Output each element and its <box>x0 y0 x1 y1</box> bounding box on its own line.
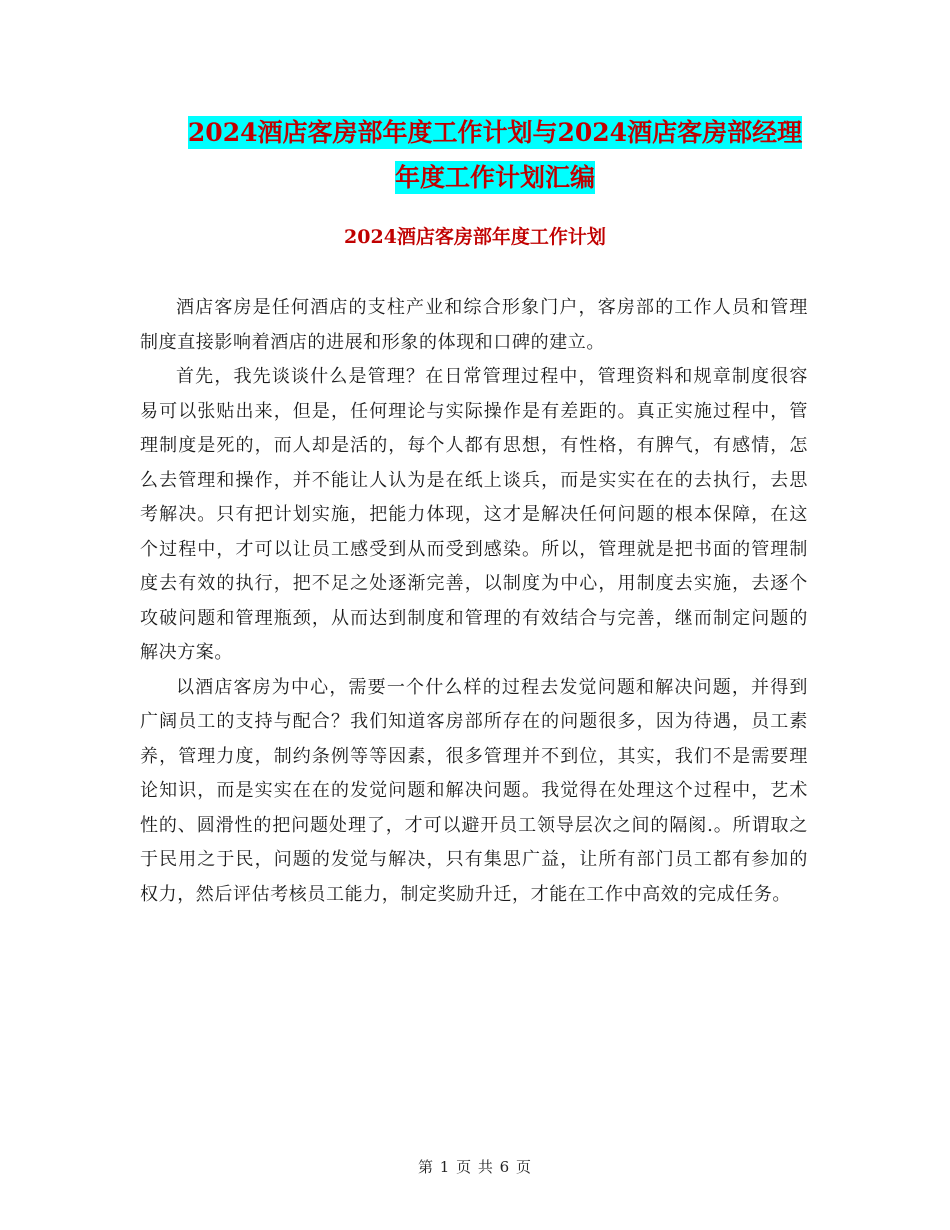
document-title-line-2: 年度工作计划汇编 <box>394 163 595 192</box>
body-text <box>140 291 808 912</box>
page-footer: 第 1 页 共 6 页 <box>418 1158 532 1176</box>
paragraph: 以酒店客房为中心，需要一个什么样的过程去发觉问题和解决问题，并得到广阔员工的支持与配合？我们知道客房部所存在的问题很多，因为待遇，员工素养，管理力度，制约条例等等因素，很多管理并不到位，其实，我们不是需要理论知识，而是实实在在的发觉问题和解决问题。我觉得在处理这个过程中，艺术性的、圆滑性的把问题处理了，才可以避开员工领导层次之间的隔阂.。所谓取之于民用之于民，问题的发觉与解决，只有集思广益，让所有部门员工都有参加的权力，然后评估考核员工能力，制定奖励升迁，才能在工作中高效的完成任务。 <box>140 676 808 905</box>
document-title-line-1: 2024酒店客房部年度工作计划与2024酒店客房部经理 <box>187 118 803 147</box>
document-title <box>140 110 850 200</box>
paragraph: 酒店客房是任何酒店的支柱产业和综合形象门户，客房部的工作人员和管理制度直接影响着酒店的进展和形象的体现和口碑的建立。 <box>140 297 808 353</box>
paragraph: 首先，我先谈谈什么是管理？在日常管理过程中，管理资料和规章制度很容易可以张贴出来，但是，任何理论与实际操作是有差距的。真正实施过程中，管理制度是死的，而人却是活的，每个人都有思想，有性格，有脾气，有感情，怎么去管理和操作，并不能让人认为是在纸上谈兵，而是实实在在的去执行，去思考解决。只有把计划实施，把能力体现，这才是解决任何问题的根本保障，在这个过程中，才可以让员工感受到从而受到感染。所以，管理就是把书面的管理制度去有效的执行，把不足之处逐渐完善，以制度为中心，用制度去实施，去逐个攻破问题和管理瓶颈，从而达到制度和管理的有效结合与完善，继而制定问题的解决方案。 <box>140 366 808 663</box>
section-title: 2024酒店客房部年度工作计划 <box>344 226 606 248</box>
